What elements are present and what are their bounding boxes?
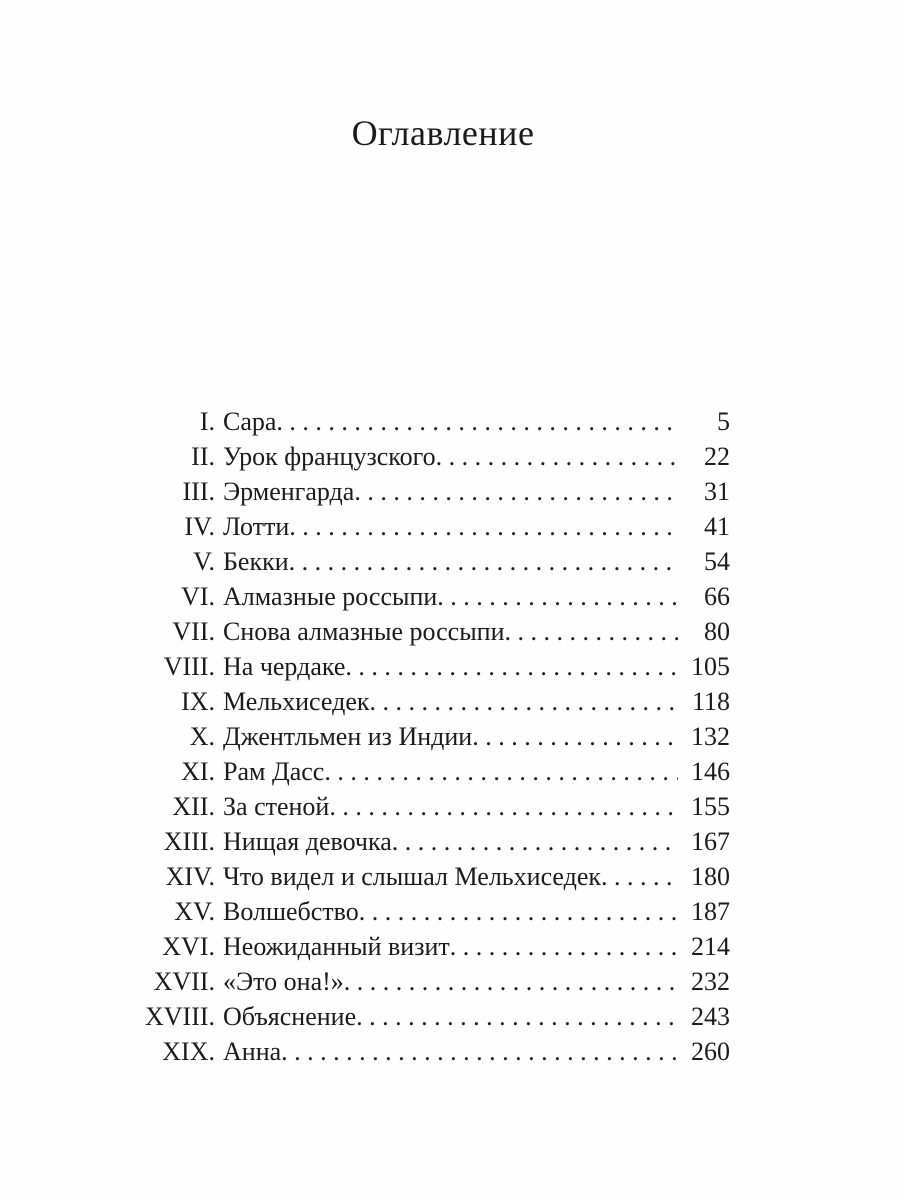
toc-entry [145, 929, 730, 964]
chapter-number: XIX. [162, 1037, 215, 1066]
chapter-number: XVI. [162, 932, 215, 961]
dot-leader [354, 474, 678, 509]
toc-entry [145, 999, 730, 1034]
dot-leader [345, 649, 678, 684]
chapter-title: Неожиданный визит [223, 932, 450, 961]
dot-leader [276, 404, 678, 439]
chapter-title: Мельхиседек [223, 687, 370, 716]
chapter-number: XIV. [165, 862, 215, 891]
page-number: 180 [691, 862, 730, 891]
page-number: 214 [691, 932, 730, 961]
dot-leader [289, 509, 678, 544]
page-number: 146 [691, 757, 730, 786]
toc-entry [145, 614, 730, 649]
page-number: 232 [691, 967, 730, 996]
chapter-number: I. [199, 407, 215, 436]
page-number: 105 [691, 652, 730, 681]
dot-leader [472, 719, 678, 754]
dot-leader [324, 754, 678, 789]
page-number: 132 [691, 722, 730, 751]
toc-entry [145, 754, 730, 789]
page-number: 54 [704, 547, 730, 576]
page-number: 22 [704, 442, 730, 471]
dot-leader [344, 964, 678, 999]
chapter-title: На чердаке [223, 652, 346, 681]
page-number: 243 [691, 1002, 730, 1031]
dot-leader [356, 999, 678, 1034]
chapter-title: Волшебство [223, 897, 359, 926]
chapter-title: Алмазные россыпи [223, 582, 438, 611]
page-number: 187 [691, 897, 730, 926]
chapter-number: XV. [174, 897, 215, 926]
page-number: 5 [717, 407, 730, 436]
toc-entry [145, 544, 730, 579]
dot-leader [370, 684, 678, 719]
toc-entry [145, 859, 730, 894]
page-number: 260 [691, 1037, 730, 1066]
chapter-title: Снова алмазные россыпи [223, 617, 505, 646]
chapter-number: XVIII. [145, 1002, 216, 1031]
toc-list [145, 404, 730, 1069]
toc-entry [145, 474, 730, 509]
page-number: 155 [691, 792, 730, 821]
toc-entry [145, 404, 730, 439]
dot-leader [601, 859, 678, 894]
page-number: 167 [691, 827, 730, 856]
dot-leader [359, 894, 678, 929]
chapter-title: Джентльмен из Индии [223, 722, 473, 751]
toc-entry [145, 894, 730, 929]
chapter-number: XI. [181, 757, 215, 786]
chapter-number: II. [191, 442, 215, 471]
chapter-title: Рам Дасс [223, 757, 325, 786]
chapter-title: Лотти [223, 512, 290, 541]
dot-leader [329, 789, 678, 824]
dot-leader [450, 929, 678, 964]
chapter-title: Анна [223, 1037, 282, 1066]
chapter-number: XII. [172, 792, 215, 821]
chapter-title: За стеной [223, 792, 330, 821]
chapter-title: Что видел и слышал Мельхиседек [223, 862, 602, 891]
chapter-title: Нищая девочка [223, 827, 392, 856]
toc-entry [145, 789, 730, 824]
chapter-number: XVII. [153, 967, 215, 996]
page-number: 118 [691, 687, 730, 716]
chapter-title: Бекки [223, 547, 289, 576]
toc-entry [145, 964, 730, 999]
dot-leader [392, 824, 678, 859]
toc-entry [145, 579, 730, 614]
chapter-number: X. [189, 722, 215, 751]
chapter-title: Сара [223, 407, 277, 436]
dot-leader [436, 439, 678, 474]
toc-entry [145, 649, 730, 684]
chapter-title: «Это она!» [223, 967, 344, 996]
chapter-number: IV. [184, 512, 215, 541]
toc-entry [145, 684, 730, 719]
chapter-number: III. [182, 477, 215, 506]
chapter-title: Объяснение [223, 1002, 357, 1031]
dot-leader [505, 614, 678, 649]
page-number: 66 [704, 582, 730, 611]
chapter-title: Эрменгарда [223, 477, 355, 506]
chapter-number: VI. [181, 582, 215, 611]
toc-entry [145, 719, 730, 754]
chapter-number: XIII. [163, 827, 215, 856]
chapter-number: V. [193, 547, 215, 576]
toc-entry [145, 1034, 730, 1069]
toc-entry [145, 509, 730, 544]
chapter-number: VIII. [163, 652, 215, 681]
page-title: Оглавление [351, 113, 535, 153]
page-number: 80 [704, 617, 730, 646]
page-number: 41 [704, 512, 730, 541]
toc-entry [145, 824, 730, 859]
toc-entry [145, 439, 730, 474]
chapter-number: VII. [172, 617, 215, 646]
chapter-number: IX. [181, 687, 215, 716]
dot-leader [437, 579, 678, 614]
chapter-title: Урок французского [223, 442, 436, 471]
dot-leader [281, 1034, 678, 1069]
page-number: 31 [704, 477, 730, 506]
dot-leader [289, 544, 678, 579]
